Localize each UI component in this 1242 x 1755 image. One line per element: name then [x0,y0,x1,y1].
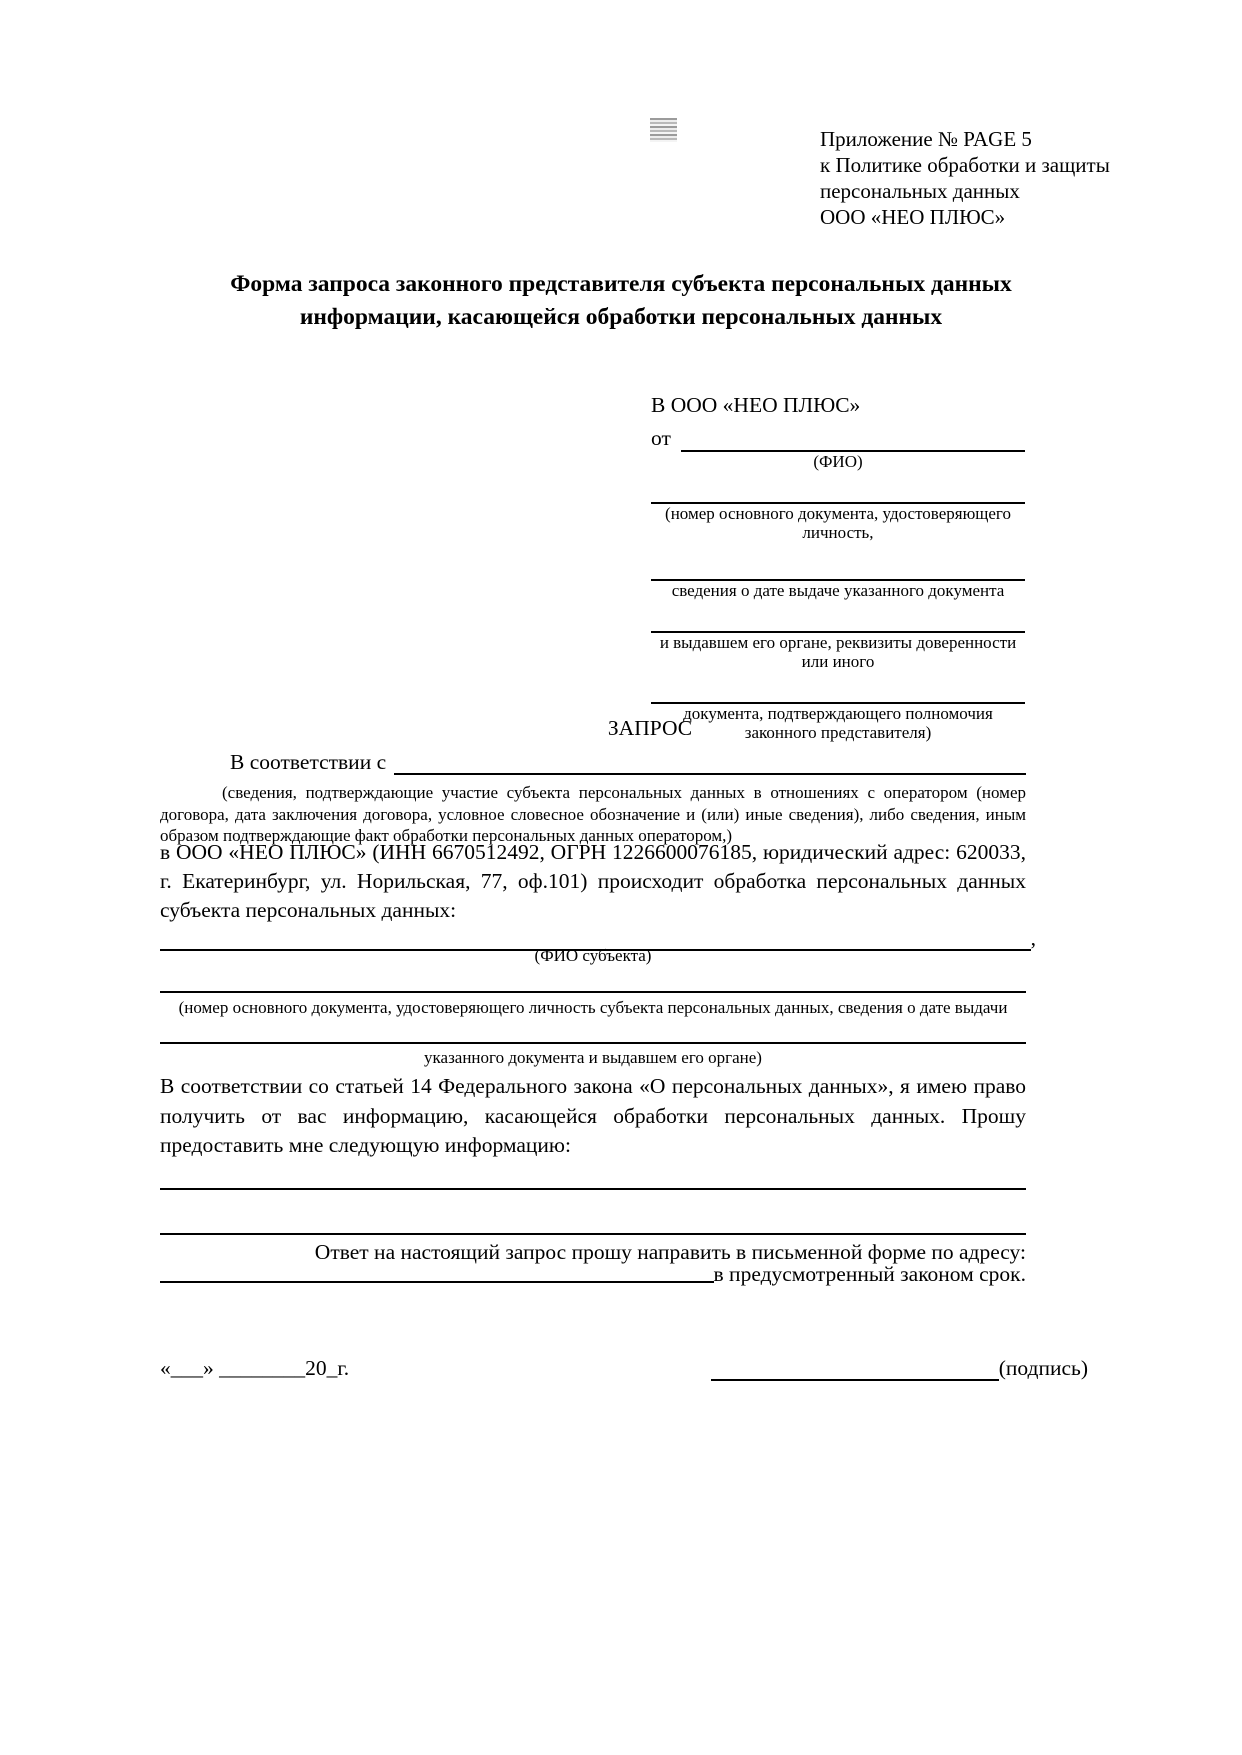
intro-label: В соответствии с [230,750,387,774]
subject-fio-caption: (ФИО субъекта) [534,946,652,965]
policy-line-2: персональных данных [820,179,1020,203]
appendix-header [820,126,1110,230]
doc-caption-2: сведения о дате выдаче указанного документа [671,581,1005,600]
reply-address-blank-line [160,1281,714,1283]
doc-caption-1: (номер основного документа, удостоверяющего личность, [665,504,1011,542]
relation-details-blank-line [394,750,1026,775]
law-paragraph: В соответствии со статьей 14 Федерального закона «О персональных данных», я имею право получить от вас информацию, касающейся обработки персональных данных. Прошу предоставить мне следующую информацию: [160,1074,1026,1157]
fio-caption: (ФИО) [813,452,863,471]
date-line: «___» ________20_г. [160,1356,350,1380]
footer-row [160,1356,1088,1381]
representative-doc-blank-line-4 [651,672,1025,704]
requested-info-blank-line-2 [160,1233,1026,1235]
signature-block [711,1356,1088,1381]
from-row [651,425,1025,452]
addressee-to: В ООО «НЕО ПЛЮС» [651,393,861,417]
subject-doc-caption-1: (номер основного документа, удостоверяющего личность субъекта персональных данных, сведения о дате выдачи [178,998,1008,1017]
doc-caption-3: и выдавшем его органе, реквизиты доверенности или иного [659,633,1017,671]
trailing-comma: , [1030,926,1036,950]
operator-paragraph: в ООО «НЕО ПЛЮС» (ИНН 6670512492, ОГРН 1226600076185, юридический адрес: 620033, г. Екатеринбург, ул. Норильская, 77, оф.101) происходит обработка персональных данных субъекта персональных данных: [160,840,1026,922]
subject-doc-blank-line-1 [160,991,1026,993]
title-line-1: Форма запроса законного представителя субъекта персональных данных [230,271,1012,297]
subject-doc-caption-2: указанного документа и выдавшем его органе) [424,1048,762,1067]
representative-doc-blank-line-3 [651,601,1025,633]
representative-doc-blank-line-2 [651,543,1025,581]
organization-name: ООО «НЕО ПЛЮС» [820,205,1006,229]
from-label: от [651,426,671,450]
requested-info-blank-line-1 [160,1188,1026,1190]
representative-name-blank-line [681,425,1025,452]
subject-doc-blank-line-2 [160,1042,1026,1044]
intro-row [160,750,1026,775]
title-line-2: информации, касающейся обработки персональных данных [299,304,943,330]
policy-line-1: к Политике обработки и защиты [820,153,1110,177]
intro-caption: (сведения, подтверждающие участие субъекта персональных данных в отношениях с оператором (номер договора, дата заключения договора, условное словесное обозначение и (или) иные сведения), либо сведения, иным образом подтверждающие факт обработки персональных данных оператором,) [160,783,1026,845]
embedded-image-placeholder-icon [650,118,677,142]
reply-deadline-text: в предусмотренный законом срок. [713,1262,1026,1286]
reply-instruction-line: Ответ на настоящий запрос прошу направить в письменной форме по адресу: [314,1240,1026,1264]
request-heading: ЗАПРОС [607,716,693,740]
doc-caption-4: документа, подтверждающего полномочия законного представителя) [683,704,993,742]
appendix-number-line: Приложение № PAGE 5 [820,127,1032,151]
representative-doc-blank-line-1 [651,472,1025,504]
addressee-block [651,392,1025,743]
signature-caption: (подпись) [998,1356,1088,1380]
signature-blank-line [711,1363,999,1381]
document-title [0,268,1242,334]
reply-address-row [160,1262,1026,1287]
